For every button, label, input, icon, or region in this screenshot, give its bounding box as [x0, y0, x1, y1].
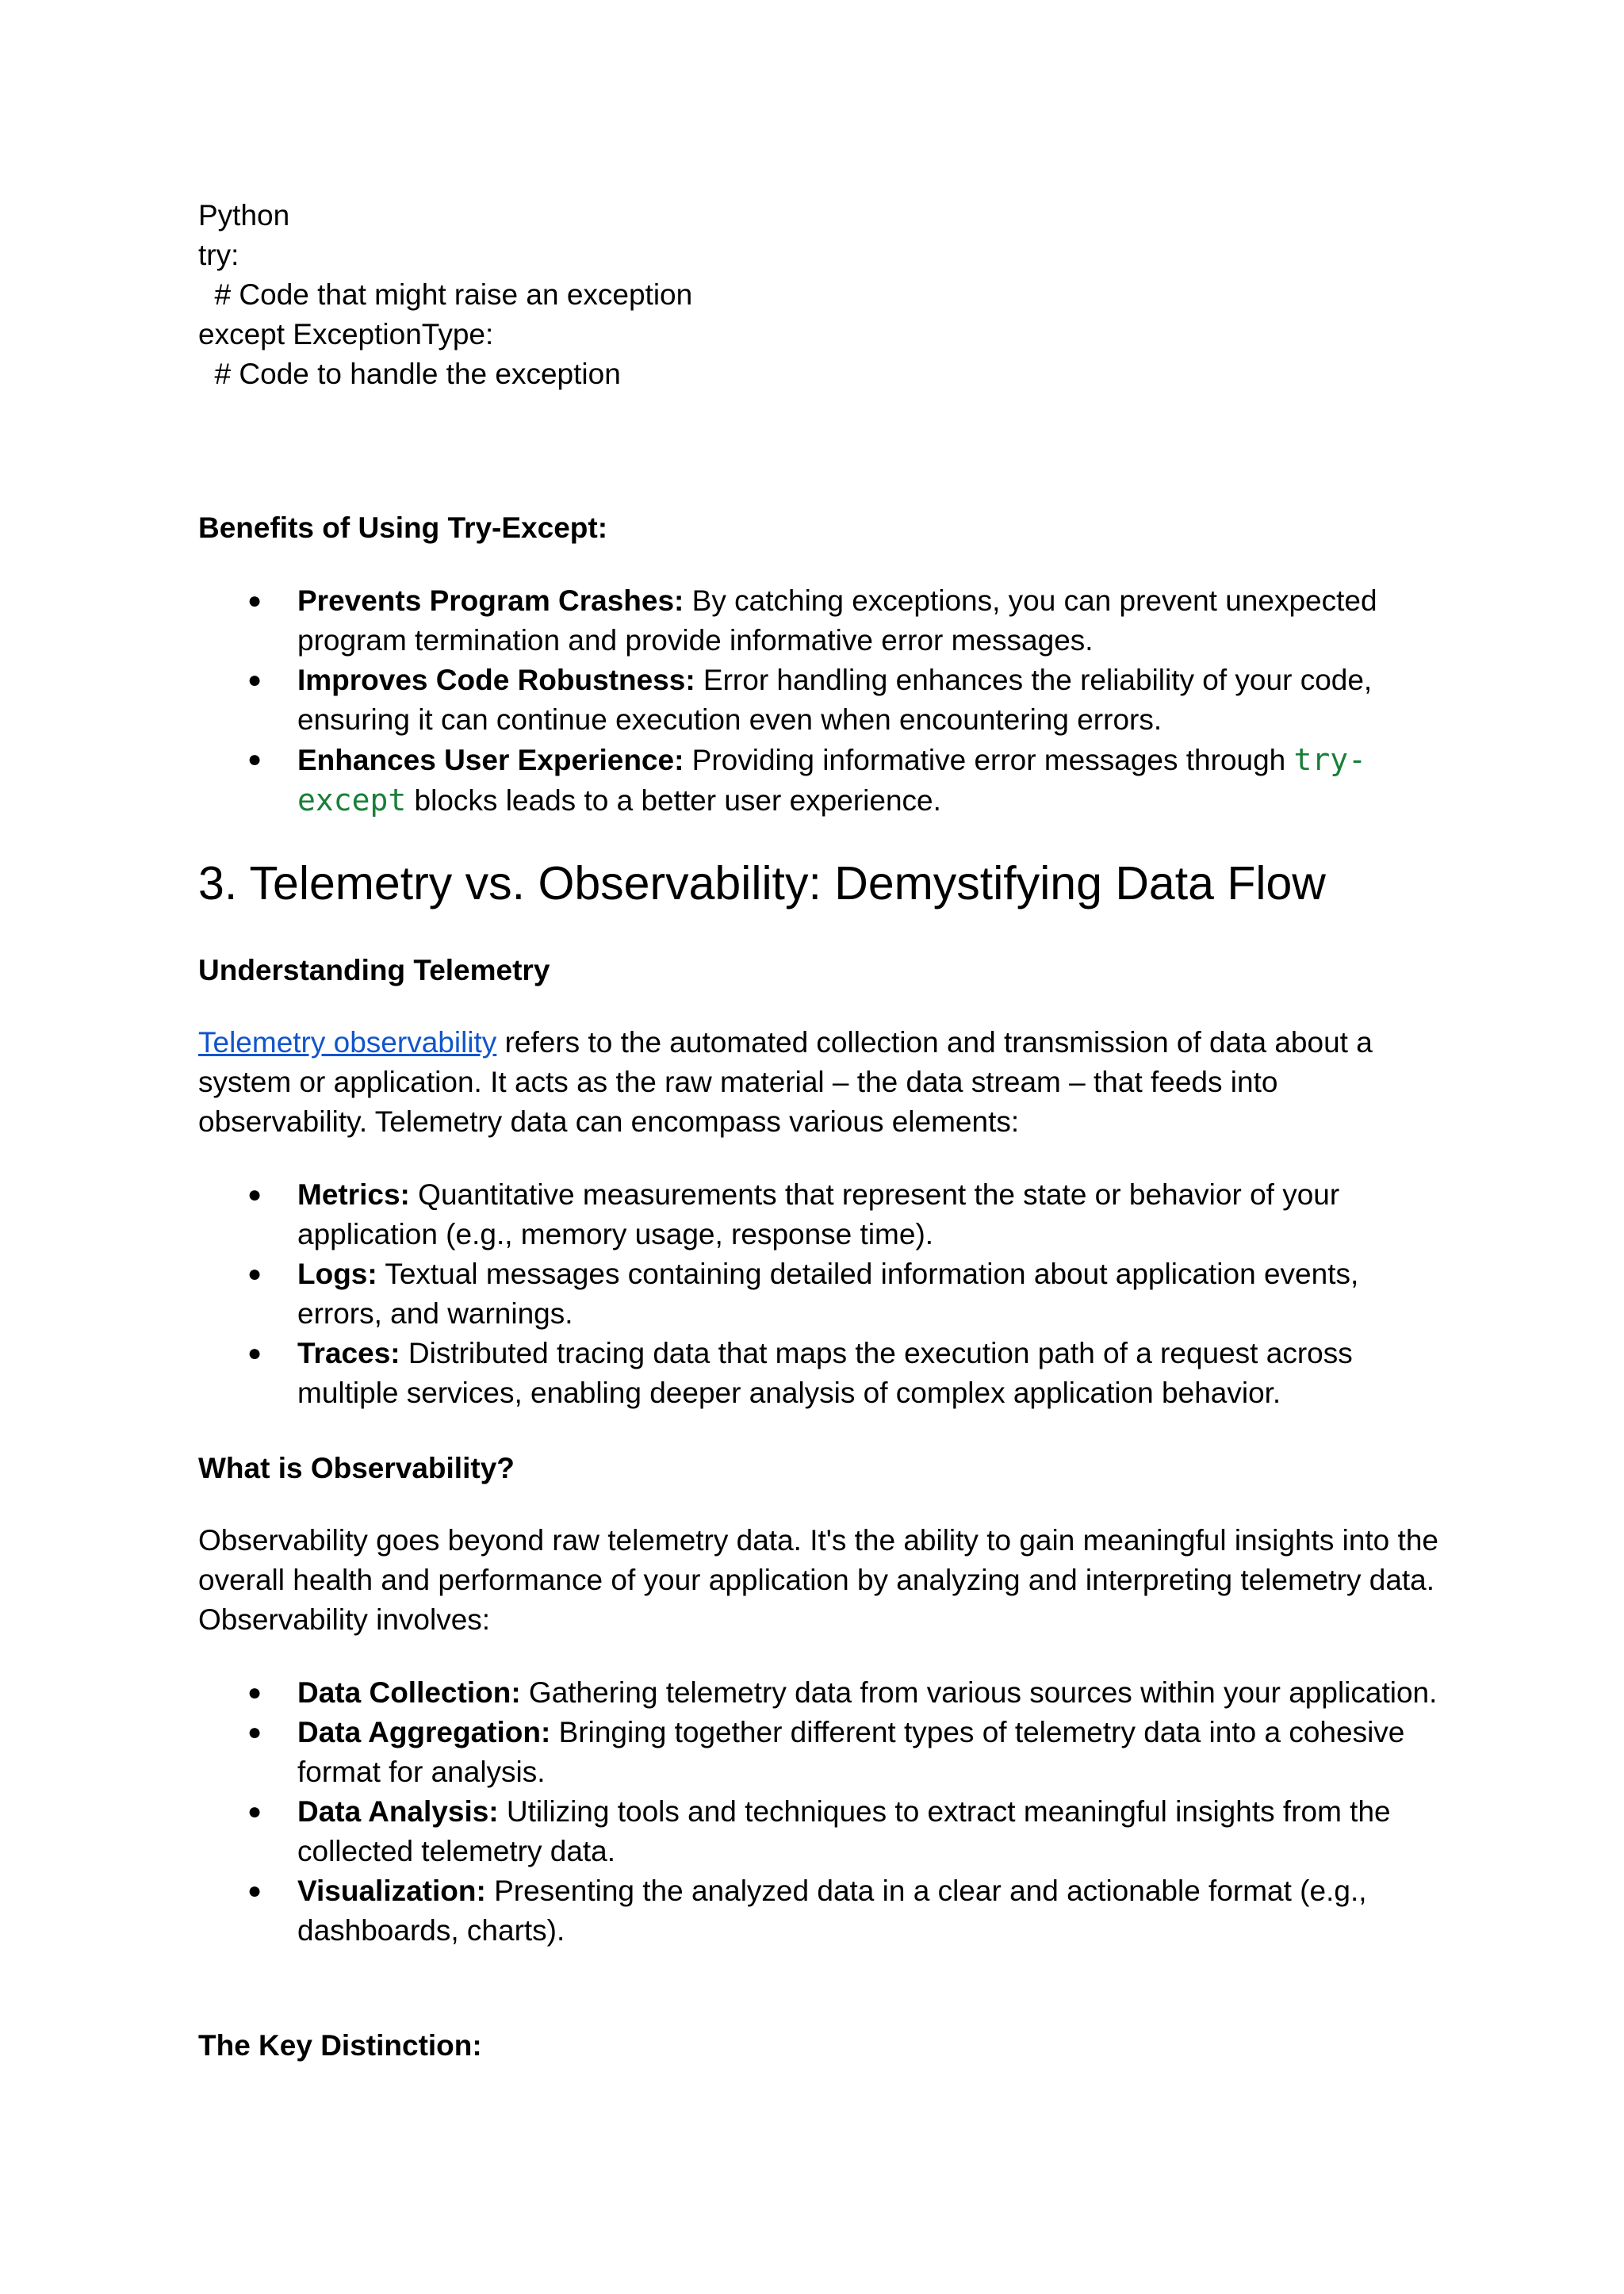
list-item-term: Traces: [297, 1337, 400, 1369]
bullet-icon: ● [247, 1679, 262, 1706]
telemetry-link[interactable]: Telemetry observability [198, 1026, 497, 1059]
observability-heading: What is Observability? [198, 1452, 515, 1484]
list-item [198, 1673, 1451, 1713]
list-item-text: Quantitative measurements that represent the state or behavior of your application (e.g., memory usage, response time). [297, 1178, 1340, 1250]
list-item-text: Textual messages containing detailed information about application events, errors, and warnings. [297, 1258, 1359, 1330]
list-item [198, 740, 1451, 821]
bullet-icon: ● [247, 667, 262, 693]
list-item-term: Logs: [297, 1258, 377, 1290]
list-item [198, 1871, 1451, 1951]
list-item-term: Enhances User Experience: [297, 744, 684, 776]
benefits-list [198, 581, 1451, 821]
observability-list [198, 1673, 1451, 1951]
telemetry-heading: Understanding Telemetry [198, 954, 550, 986]
code-line: # Code that might raise an exception [198, 278, 693, 311]
code-line: try: [198, 239, 239, 271]
list-item [198, 1175, 1451, 1254]
code-language-label: Python [198, 199, 290, 232]
list-item-term: Metrics: [297, 1178, 410, 1211]
bullet-icon: ● [247, 746, 262, 772]
bullet-icon: ● [247, 1340, 262, 1366]
telemetry-list [198, 1175, 1451, 1413]
benefits-heading: Benefits of Using Try-Except: [198, 511, 608, 544]
inline-code: try-except [297, 742, 1367, 818]
observability-paragraph: Observability goes beyond raw telemetry data. It's the ability to gain meaningful insights into the overall health and performance of your application by analyzing and interpreting telemetry data. Observability involves: [198, 1524, 1438, 1636]
bullet-icon: ● [247, 1261, 262, 1287]
key-distinction-heading: The Key Distinction: [198, 2029, 482, 2062]
list-item-text: blocks leads to a better user experience. [406, 784, 941, 817]
list-item [198, 1334, 1451, 1413]
code-line: # Code to handle the exception [198, 358, 621, 390]
list-item-term: Improves Code Robustness: [297, 664, 695, 696]
list-item-term: Visualization: [297, 1875, 486, 1907]
list-item-text: Providing informative error messages through [684, 744, 1294, 776]
bullet-icon: ● [247, 588, 262, 614]
list-item-term: Prevents Program Crashes: [297, 584, 684, 617]
list-item [198, 581, 1451, 661]
list-item [198, 1254, 1451, 1334]
code-line: except ExceptionType: [198, 318, 494, 350]
telemetry-paragraph [198, 1023, 1451, 1142]
bullet-icon: ● [247, 1798, 262, 1825]
list-item [198, 661, 1451, 740]
list-item-text: Bringing together different types of telemetry data into a cohesive format for analysis. [297, 1716, 1405, 1788]
bullet-icon: ● [247, 1719, 262, 1745]
bullet-icon: ● [247, 1181, 262, 1208]
list-item-text: Presenting the analyzed data in a clear and actionable format (e.g., dashboards, charts). [297, 1875, 1367, 1947]
list-item [198, 1792, 1451, 1871]
list-item-text: Distributed tracing data that maps the execution path of a request across multiple services, enabling deeper analysis of complex application behavior. [297, 1337, 1353, 1409]
list-item-text: Error handling enhances the reliability of your code, ensuring it can continue execution even when encountering errors. [297, 664, 1373, 736]
list-item-term: Data Aggregation: [297, 1716, 551, 1748]
section-title: 3. Telemetry vs. Observability: Demystifying Data Flow [198, 857, 1326, 910]
list-item [198, 1713, 1451, 1792]
paragraph-text: refers to the automated collection and transmission of data about a system or application. It acts as the raw material – the data stream – that feeds into observability. Telemetry data can encompass various elements: [198, 1026, 1373, 1138]
list-item-term: Data Collection: [297, 1676, 521, 1709]
list-item-term: Data Analysis: [297, 1795, 499, 1828]
list-item-text: Gathering telemetry data from various sources within your application. [520, 1676, 1438, 1709]
list-item-text: By catching exceptions, you can prevent unexpected program termination and provide informative error messages. [297, 584, 1377, 657]
list-item-text: Utilizing tools and techniques to extract meaningful insights from the collected telemetry data. [297, 1795, 1391, 1867]
bullet-icon: ● [247, 1878, 262, 1904]
